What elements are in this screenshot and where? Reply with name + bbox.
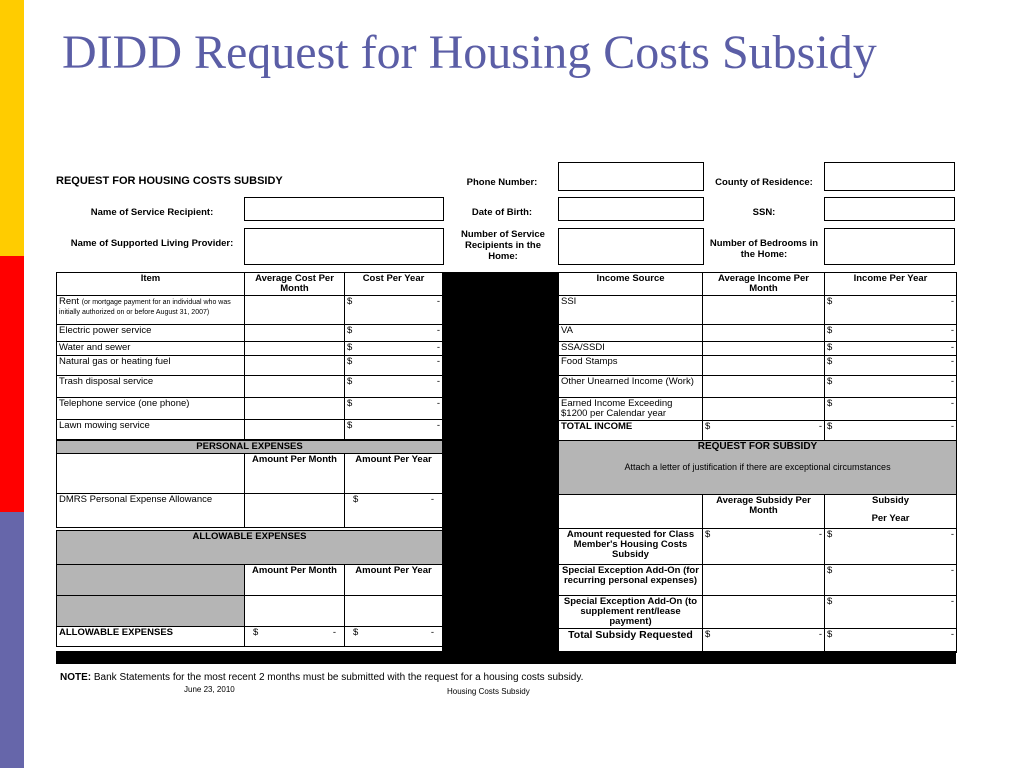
dash-value: -	[950, 629, 955, 640]
allowable-header-month: Amount Per Month	[245, 565, 345, 596]
dash-value: -	[332, 627, 336, 638]
dollar-sign: $	[705, 629, 711, 640]
table-row	[57, 356, 443, 376]
phone-label: Phone Number:	[466, 177, 538, 188]
total-subsidy-month-field[interactable]	[703, 629, 825, 653]
dollar-sign: $	[827, 398, 833, 409]
income-source-label: Earned Income Exceeding $1200 per Calendar year	[559, 398, 703, 421]
dollar-sign: $	[827, 356, 833, 367]
allowable-header-year: Amount Per Year	[345, 565, 443, 596]
income-month-field[interactable]	[703, 376, 825, 398]
dollar-sign: $	[827, 296, 833, 307]
slide-title: DIDD Request for Housing Costs Subsidy	[62, 26, 877, 79]
num-recipients-field[interactable]	[558, 228, 704, 265]
cost-year-field[interactable]	[345, 376, 443, 398]
allowable-total-month-field[interactable]	[245, 627, 345, 647]
subsidy-header-month: Average Subsidy Per Month	[703, 495, 825, 529]
bedrooms-field[interactable]	[824, 228, 955, 265]
dash-value: -	[818, 629, 822, 640]
subsidy-header-year-line1: Subsidy	[872, 495, 909, 506]
dollar-sign: $	[347, 420, 353, 431]
total-income-month-field[interactable]	[703, 421, 825, 441]
personal-header-row	[57, 454, 443, 494]
subsidy-year-field[interactable]	[825, 529, 957, 565]
subsidy-header-blank	[559, 495, 703, 529]
dash-value: -	[950, 296, 954, 307]
dollar-sign: $	[347, 325, 353, 336]
footer-note	[60, 672, 950, 683]
housing-subsidy-form	[52, 160, 962, 700]
table-row	[57, 494, 443, 528]
subsidy-year-field[interactable]	[825, 596, 957, 629]
subsidy-table	[558, 440, 957, 653]
allowance-year-field[interactable]	[345, 494, 443, 528]
table-row	[559, 325, 957, 342]
table-row	[559, 565, 957, 596]
table-row	[559, 421, 957, 441]
cost-item-label: Natural gas or heating fuel	[57, 356, 245, 376]
dollar-sign: $	[827, 565, 833, 576]
income-source-label: Food Stamps	[559, 356, 703, 376]
dash-value: -	[950, 529, 955, 540]
accent-bar-red	[0, 256, 24, 512]
table-row	[57, 627, 443, 647]
provider-label: Name of Supported Living Provider:	[70, 238, 234, 249]
income-header-source: Income Source	[559, 273, 703, 296]
table-row	[559, 398, 957, 421]
cost-header-item: Item	[57, 273, 245, 296]
dash-value: -	[430, 494, 434, 505]
dash-value: -	[950, 325, 954, 336]
income-month-field[interactable]	[703, 325, 825, 342]
total-subsidy-year-field[interactable]	[825, 629, 957, 653]
dash-value: -	[436, 376, 440, 387]
personal-section-row	[57, 441, 443, 454]
table-row	[559, 529, 957, 565]
dollar-sign: $	[347, 398, 353, 409]
subsidy-month-field[interactable]	[703, 596, 825, 629]
allowable-year-field[interactable]	[345, 596, 443, 627]
dollar-sign: $	[827, 596, 833, 607]
allowable-section-title: ALLOWABLE EXPENSES	[57, 531, 443, 565]
rent-label: Rent	[59, 296, 80, 307]
dash-value: -	[950, 398, 954, 409]
dash-value: -	[436, 325, 440, 336]
cost-month-field[interactable]	[245, 325, 345, 342]
income-year-field[interactable]	[825, 356, 957, 376]
dollar-sign: $	[253, 627, 259, 638]
county-field[interactable]	[824, 162, 955, 191]
income-year-field[interactable]	[825, 376, 957, 398]
cost-month-field[interactable]	[245, 376, 345, 398]
dollar-sign: $	[827, 421, 833, 432]
rent-cell	[57, 296, 245, 325]
dash-value: -	[950, 421, 954, 432]
dollar-sign: $	[347, 356, 353, 367]
allowance-label: DMRS Personal Expense Allowance	[57, 494, 245, 528]
allowable-section-row	[57, 531, 443, 565]
allowable-expenses-table	[56, 530, 443, 647]
cost-year-field[interactable]	[345, 342, 443, 356]
dollar-sign: $	[827, 325, 833, 336]
dollar-sign: $	[827, 342, 833, 353]
dollar-sign: $	[347, 342, 353, 353]
dash-value: -	[950, 342, 954, 353]
allowable-blank-cell	[57, 596, 245, 627]
total-subsidy-label: Total Subsidy Requested	[559, 629, 703, 653]
allowable-total-label: ALLOWABLE EXPENSES	[57, 627, 245, 647]
cost-item-label: Lawn mowing service	[57, 420, 245, 440]
table-row	[57, 398, 443, 420]
dollar-sign: $	[347, 376, 353, 387]
dollar-sign: $	[705, 421, 711, 432]
cost-header-month: Average Cost Per Month	[245, 273, 345, 296]
subsidy-header-year-line2: Per Year	[871, 513, 910, 524]
table-row	[57, 325, 443, 342]
personal-header-year: Amount Per Year	[345, 454, 443, 494]
subsidy-month-field[interactable]	[703, 529, 825, 565]
table-row	[559, 296, 957, 325]
dash-value: -	[818, 529, 822, 540]
subsidy-header-row	[559, 495, 957, 529]
allowance-month-field[interactable]	[245, 494, 345, 528]
income-header-row	[559, 273, 957, 296]
personal-header-blank	[57, 454, 245, 494]
table-row	[57, 342, 443, 356]
income-header-year: Income Per Year	[825, 273, 957, 296]
allowable-header-row	[57, 565, 443, 596]
subsidy-note: Attach a letter of justification if there are exceptional circumstances	[624, 462, 891, 472]
footer-note-text: Bank Statements for the most recent 2 months must be submitted with the request for a housing costs subsidy.	[93, 672, 584, 683]
dollar-sign: $	[827, 376, 833, 387]
cost-header-row	[57, 273, 443, 296]
divider-black-column	[442, 272, 558, 664]
dash-value: -	[950, 565, 955, 576]
dash-value: -	[436, 356, 440, 367]
subsidy-row-label: Amount requested for Class Member's Housing Costs Subsidy	[559, 529, 703, 565]
subsidy-row-label: Special Exception Add-On (to supplement rent/lease payment)	[559, 596, 703, 629]
phone-field[interactable]	[558, 162, 704, 191]
table-row	[559, 342, 957, 356]
dollar-sign: $	[353, 627, 359, 638]
income-source-label: SSA/SSDI	[559, 342, 703, 356]
dash-value: -	[818, 421, 822, 432]
cost-item-label: Telephone service (one phone)	[57, 398, 245, 420]
subsidy-year-field[interactable]	[825, 565, 957, 596]
income-month-field[interactable]	[703, 356, 825, 376]
dash-value: -	[436, 296, 440, 307]
dash-value: -	[950, 376, 954, 387]
cost-item-label: Water and sewer	[57, 342, 245, 356]
personal-header-month: Amount Per Month	[245, 454, 345, 494]
table-row	[57, 376, 443, 398]
footer-form-name: Housing Costs Subsidy	[447, 687, 530, 696]
cost-month-field[interactable]	[245, 342, 345, 356]
income-source-label: VA	[559, 325, 703, 342]
income-source-label: SSI	[559, 296, 703, 325]
cost-item-label: Electric power service	[57, 325, 245, 342]
accent-bar-yellow	[0, 0, 24, 256]
rent-year-field[interactable]	[345, 296, 443, 325]
footer-note-label: NOTE:	[60, 672, 92, 683]
table-row	[559, 376, 957, 398]
personal-section-title: PERSONAL EXPENSES	[57, 441, 443, 454]
table-row	[57, 596, 443, 627]
income-source-label: Other Unearned Income (Work)	[559, 376, 703, 398]
income-month-field[interactable]	[703, 398, 825, 421]
cost-year-field[interactable]	[345, 356, 443, 376]
cost-header-year: Cost Per Year	[345, 273, 443, 296]
form-title: REQUEST FOR HOUSING COSTS SUBSIDY	[56, 175, 283, 187]
total-income-year-field[interactable]	[825, 421, 957, 441]
num-recipients-label: Number of Service Recipients in the Home:	[461, 229, 545, 262]
dollar-sign: $	[347, 296, 353, 307]
income-year-field[interactable]	[825, 325, 957, 342]
subsidy-section-row	[559, 441, 957, 495]
income-month-field[interactable]	[703, 296, 825, 325]
recipient-label: Name of Service Recipient:	[90, 207, 214, 218]
allowable-month-field[interactable]	[245, 596, 345, 627]
dollar-sign: $	[827, 629, 833, 640]
bedrooms-label: Number of Bedrooms in the Home:	[709, 238, 819, 260]
cost-month-field[interactable]	[245, 420, 345, 440]
dob-field[interactable]	[558, 197, 704, 221]
subsidy-header-year	[825, 495, 957, 529]
cost-year-field[interactable]	[345, 420, 443, 440]
cost-month-field[interactable]	[245, 356, 345, 376]
rent-note: (or mortgage payment for an individual who was initially authorized on or before August 31, 2007)	[59, 299, 231, 316]
accent-bar-blue	[0, 512, 24, 768]
subsidy-month-field[interactable]	[703, 565, 825, 596]
cost-table	[56, 272, 443, 440]
footer-date: June 23, 2010	[184, 685, 235, 694]
allowable-total-year-field[interactable]	[345, 627, 443, 647]
table-row	[57, 420, 443, 440]
subsidy-section-title: REQUEST FOR SUBSIDY	[697, 441, 818, 452]
income-year-field[interactable]	[825, 342, 957, 356]
recipient-field[interactable]	[244, 197, 444, 221]
subsidy-row-label: Special Exception Add-On (for recurring personal expenses)	[559, 565, 703, 596]
dollar-sign: $	[705, 529, 711, 540]
dollar-sign: $	[827, 529, 833, 540]
income-month-field[interactable]	[703, 342, 825, 356]
provider-field[interactable]	[244, 228, 444, 265]
table-row	[559, 356, 957, 376]
table-row	[559, 629, 957, 653]
subsidy-section-cell	[559, 441, 957, 495]
income-header-month: Average Income Per Month	[703, 273, 825, 296]
cost-month-field[interactable]	[245, 398, 345, 420]
table-row	[559, 596, 957, 629]
dash-value: -	[950, 596, 955, 607]
dash-value: -	[436, 420, 440, 431]
dash-value: -	[430, 627, 434, 638]
rent-month-field[interactable]	[245, 296, 345, 325]
cost-item-label: Trash disposal service	[57, 376, 245, 398]
table-row	[57, 296, 443, 325]
income-year-field[interactable]	[825, 398, 957, 421]
dash-value: -	[436, 398, 440, 409]
cost-year-field[interactable]	[345, 325, 443, 342]
personal-expenses-table	[56, 440, 443, 528]
dollar-sign: $	[353, 494, 359, 505]
income-year-field[interactable]	[825, 296, 957, 325]
income-table	[558, 272, 957, 441]
total-income-label: TOTAL INCOME	[559, 421, 703, 441]
ssn-field[interactable]	[824, 197, 955, 221]
dash-value: -	[436, 342, 440, 353]
cost-year-field[interactable]	[345, 398, 443, 420]
dash-value: -	[950, 356, 954, 367]
ssn-label: SSN:	[752, 207, 776, 218]
dob-label: Date of Birth:	[471, 207, 533, 218]
county-label: County of Residence:	[715, 177, 813, 188]
allowable-header-blank	[57, 565, 245, 596]
